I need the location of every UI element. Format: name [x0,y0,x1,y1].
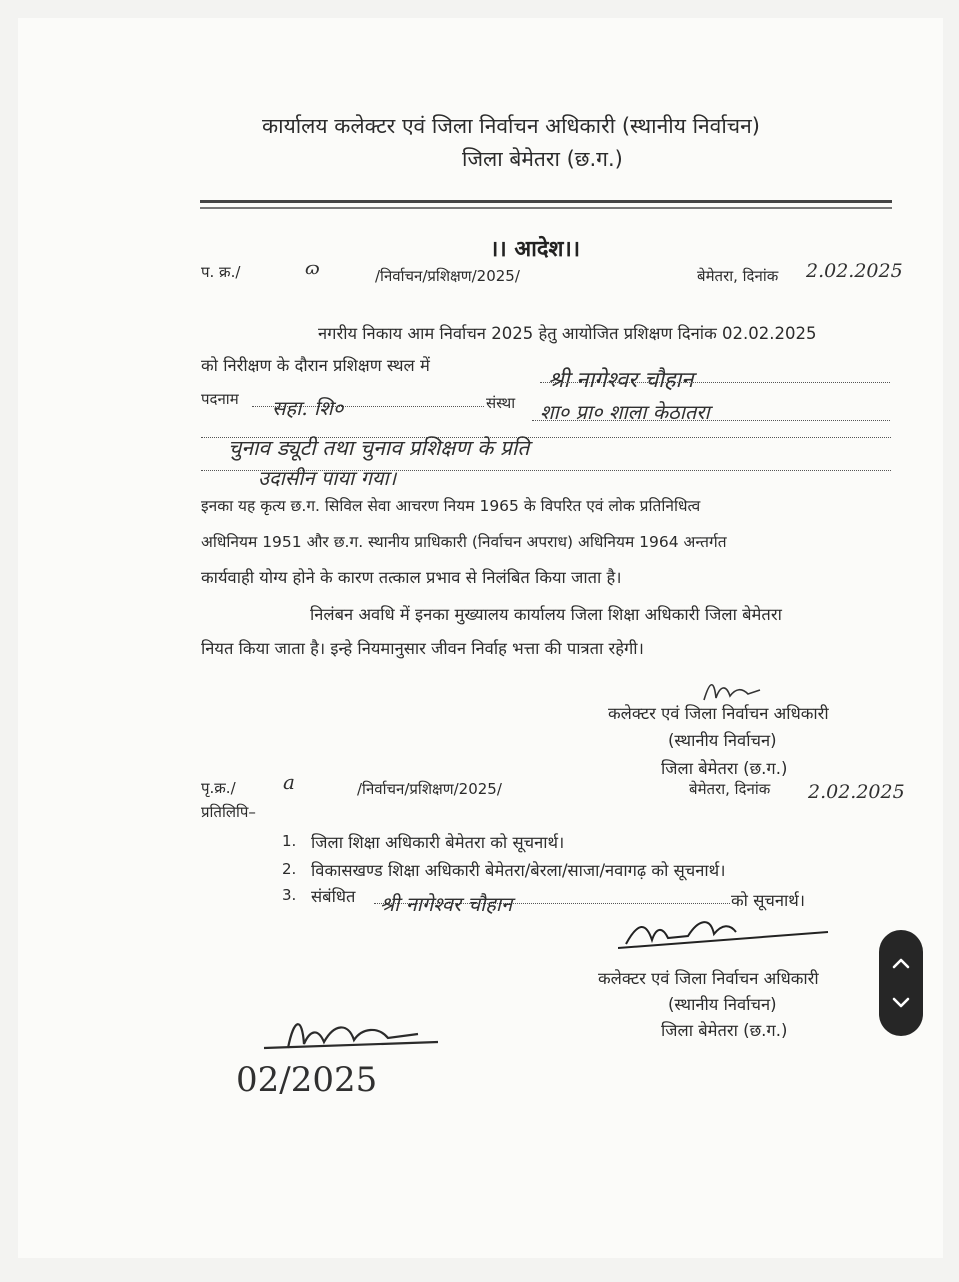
ref-place-date-label: बेमेतरा, दिनांक [697,267,779,285]
institution-handwritten: शा० प्रा० शाला केठातरा [540,400,710,424]
designation-label: पदनाम [201,390,239,408]
signature-2-mark [618,910,838,960]
copy-to-label: प्रतिलिपि– [201,803,256,821]
copy-ref-prefix: पृ.क्र./ [201,779,236,797]
ref-prefix: प. क्र./ [201,263,241,281]
page-scroll-control [879,930,923,1036]
para2-line1: इनका यह कृत्य छ.ग. सिविल सेवा आचरण नियम 1965 के विपरित एवं लोक प्रतिनिधित्व [201,497,701,515]
receipt-signature-mark [258,1004,448,1064]
order-title: ।। आदेश।। [490,237,581,262]
office-heading: कार्यालय कलेक्टर एवं जिला निर्वाचन अधिकारी (स्थानीय निर्वाचन) [262,114,760,138]
para1-line2: को निरीक्षण के दौरान प्रशिक्षण स्थल में [201,356,430,375]
receipt-date-handwritten: 02/2025 [236,1060,378,1100]
employee-name-handwritten: श्री नागेश्वर चौहान [548,368,694,393]
ref-suffix: /निर्वाचन/प्रशिक्षण/2025/ [375,267,520,285]
para2-line3: कार्यवाही योग्य होने के कारण तत्काल प्रभाव से निलंबित किया जाता है। [201,568,622,587]
sig2-district: जिला बेमेतरा (छ.ग.) [661,1021,788,1040]
copy-ref-date: 2.02.2025 [808,781,905,803]
institution-label: संस्था [486,394,516,412]
ref-number: ɷ [305,258,320,279]
copy-item-num: 3. [282,886,297,904]
sig2-designation: कलेक्टर एवं जिला निर्वाचन अधिकारी [598,969,819,988]
reason-handwritten-line2: उदासीन पाया गया। [258,466,397,490]
sig1-district: जिला बेमेतरा (छ.ग.) [661,759,788,778]
copy-ref-place-date-label: बेमेतरा, दिनांक [689,780,771,798]
copy-item-num: 2. [282,860,297,878]
copy-ref-suffix: /निर्वाचन/प्रशिक्षण/2025/ [357,780,502,798]
sig1-designation: कलेक्टर एवं जिला निर्वाचन अधिकारी [608,704,829,723]
copy-item-text: संबंधित [311,887,356,906]
para2-line2: अधिनियम 1951 और छ.ग. स्थानीय प्राधिकारी (निर्वाचन अपराध) अधिनियम 1964 अन्तर्गत [201,533,727,551]
para3-line1: निलंबन अवधि में इनका मुख्यालय कार्यालय जिला शिक्षा अधिकारी जिला बेमेतरा [310,605,782,624]
para1-line1: नगरीय निकाय आम निर्वाचन 2025 हेतु आयोजित प्रशिक्षण दिनांक 02.02.2025 [318,324,817,343]
copy-item-handwritten-name: श्री नागेश्वर चौहान [380,892,513,916]
district-heading: जिला बेमेतरा (छ.ग.) [462,147,623,171]
copy-item-tail: को सूचनार्थ। [731,891,806,910]
sig2-subtitle: (स्थानीय निर्वाचन) [668,995,777,1014]
para3-line2: नियत किया जाता है। इन्हे नियमानुसार जीवन निर्वाह भत्ता की पात्रता रहेगी। [201,639,644,658]
copy-item-num: 1. [282,832,297,850]
copy-ref-number: a [283,770,295,794]
header-divider [200,200,892,203]
chevron-down-icon[interactable] [889,990,913,1014]
copy-item-text: जिला शिक्षा अधिकारी बेमेतरा को सूचनार्थ। [311,833,565,852]
chevron-up-icon[interactable] [889,952,913,976]
designation-handwritten: सहा. शि० [272,396,344,420]
reason-handwritten-line1: चुनाव ड्यूटी तथा चुनाव प्रशिक्षण के प्रति [228,436,530,460]
header-divider-secondary [200,207,892,209]
ref-date: 2.02.2025 [806,260,903,282]
name-dotted-line [540,382,890,383]
sig1-subtitle: (स्थानीय निर्वाचन) [668,731,777,750]
copy-item-text: विकासखण्ड शिक्षा अधिकारी बेमेतरा/बेरला/साजा/नवागढ़ को सूचनार्थ। [311,861,726,880]
